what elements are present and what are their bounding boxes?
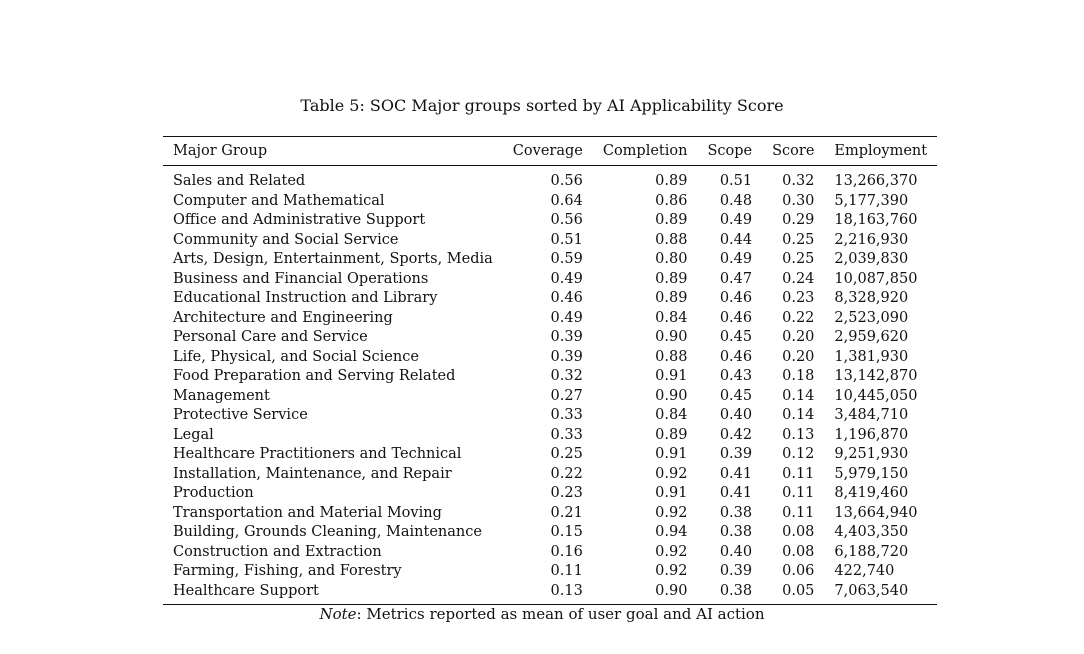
- cell-coverage: 0.27: [550, 387, 583, 404]
- cell-scope: 0.45: [719, 387, 753, 404]
- cell-scope: 0.44: [719, 231, 753, 248]
- cell-employment: 13,266,370: [834, 173, 918, 189]
- cell-scope: 0.46: [719, 309, 753, 326]
- cell-employment: 2,959,620: [834, 329, 909, 345]
- cell-coverage: 0.56: [550, 173, 583, 189]
- table-header: [163, 137, 937, 166]
- cell-scope: 0.43: [719, 368, 753, 384]
- cell-major-group: Business and Financial Operations: [173, 270, 429, 287]
- cell-score: 0.08: [782, 543, 815, 560]
- cell-scope: 0.49: [719, 251, 753, 267]
- cell-major-group: Community and Social Service: [173, 231, 399, 248]
- cell-scope: 0.40: [719, 543, 753, 560]
- cell-score: 0.08: [782, 524, 815, 540]
- table-row: [163, 289, 937, 309]
- cell-coverage: 0.49: [550, 270, 583, 287]
- cell-major-group: Building, Grounds Cleaning, Maintenance: [173, 524, 482, 540]
- cell-completion: 0.91: [655, 485, 688, 501]
- cell-coverage: 0.33: [550, 407, 583, 423]
- cell-completion: 0.84: [655, 309, 688, 326]
- table-row: [163, 387, 937, 407]
- cell-completion: 0.89: [655, 426, 688, 443]
- cell-score: 0.20: [782, 348, 815, 365]
- cell-major-group: Healthcare Practitioners and Technical: [173, 446, 462, 462]
- cell-score: 0.05: [782, 582, 815, 599]
- cell-scope: 0.38: [719, 504, 753, 521]
- cell-major-group: Legal: [173, 426, 214, 443]
- cell-major-group: Computer and Mathematical: [173, 192, 385, 209]
- cell-employment: 10,087,850: [834, 270, 918, 287]
- cell-score: 0.13: [782, 426, 815, 443]
- cell-major-group: Farming, Fishing, and Forestry: [173, 563, 402, 579]
- cell-employment: 7,063,540: [834, 582, 909, 599]
- cell-completion: 0.80: [655, 251, 688, 267]
- table-container: [163, 136, 928, 605]
- cell-completion: 0.89: [655, 270, 688, 287]
- table-row: [163, 367, 937, 387]
- cell-completion: 0.94: [655, 524, 688, 540]
- cell-employment: 18,163,760: [834, 212, 918, 228]
- cell-completion: 0.89: [655, 212, 688, 228]
- table-row: [163, 211, 937, 231]
- cell-completion: 0.88: [655, 348, 688, 365]
- cell-coverage: 0.64: [550, 192, 583, 209]
- cell-score: 0.11: [782, 504, 815, 521]
- note-label: Note: [319, 605, 357, 623]
- cell-score: 0.25: [782, 251, 815, 267]
- table-row: [163, 250, 937, 270]
- cell-employment: 2,039,830: [834, 251, 909, 267]
- cell-employment: 4,403,350: [834, 524, 909, 540]
- cell-completion: 0.92: [655, 504, 688, 521]
- cell-major-group: Transportation and Material Moving: [173, 504, 442, 521]
- cell-coverage: 0.49: [550, 309, 583, 326]
- cell-employment: 8,328,920: [834, 290, 909, 306]
- cell-completion: 0.84: [655, 407, 688, 423]
- cell-coverage: 0.39: [550, 348, 583, 365]
- cell-major-group: Personal Care and Service: [173, 329, 368, 345]
- header-completion: Completion: [602, 143, 688, 159]
- cell-employment: 1,196,870: [834, 426, 909, 443]
- cell-completion: 0.92: [655, 563, 688, 579]
- table-row: [163, 192, 937, 212]
- cell-employment: 2,523,090: [834, 309, 909, 326]
- cell-coverage: 0.33: [550, 426, 583, 443]
- table-caption: Table 5: SOC Major groups sorted by AI Applicability Score: [300, 96, 784, 115]
- cell-score: 0.18: [782, 368, 815, 384]
- note-text: : Metrics reported as mean of user goal and AI action: [356, 605, 765, 623]
- cell-completion: 0.88: [655, 231, 688, 248]
- table-note: [0, 604, 1084, 624]
- cell-coverage: 0.23: [550, 485, 583, 501]
- cell-scope: 0.46: [719, 290, 753, 306]
- table-row: [163, 426, 937, 446]
- cell-coverage: 0.39: [550, 329, 583, 345]
- cell-coverage: 0.46: [550, 290, 583, 306]
- cell-scope: 0.41: [719, 465, 753, 482]
- cell-completion: 0.92: [655, 465, 688, 482]
- table-row: [163, 562, 937, 582]
- cell-completion: 0.90: [655, 329, 688, 345]
- cell-scope: 0.38: [719, 582, 753, 599]
- cell-score: 0.30: [782, 192, 815, 209]
- header-score: Score: [772, 143, 815, 159]
- cell-major-group: Healthcare Support: [173, 582, 319, 599]
- cell-score: 0.06: [782, 563, 815, 579]
- cell-score: 0.20: [782, 329, 815, 345]
- cell-completion: 0.92: [655, 543, 688, 560]
- table-row: [163, 543, 937, 563]
- cell-coverage: 0.59: [550, 251, 583, 267]
- table-row: [163, 484, 937, 504]
- cell-score: 0.12: [782, 446, 815, 462]
- header-major-group: Major Group: [173, 143, 268, 159]
- cell-major-group: Life, Physical, and Social Science: [173, 348, 419, 365]
- cell-employment: 5,979,150: [834, 465, 909, 482]
- cell-completion: 0.91: [655, 368, 688, 384]
- cell-major-group: Educational Instruction and Library: [173, 290, 438, 306]
- cell-completion: 0.89: [655, 173, 688, 189]
- header-row: [163, 137, 937, 166]
- cell-employment: 13,142,870: [834, 368, 918, 384]
- cell-scope: 0.49: [719, 212, 753, 228]
- header-employment: Employment: [834, 143, 928, 159]
- table-row: [163, 270, 937, 290]
- header-coverage: Coverage: [512, 143, 583, 159]
- table-row: [163, 231, 937, 251]
- cell-employment: 1,381,930: [834, 348, 909, 365]
- cell-coverage: 0.32: [550, 368, 583, 384]
- cell-employment: 2,216,930: [834, 231, 909, 248]
- cell-score: 0.25: [782, 231, 815, 248]
- cell-major-group: Office and Administrative Support: [173, 212, 426, 228]
- cell-employment: 9,251,930: [834, 446, 909, 462]
- cell-employment: 13,664,940: [834, 504, 918, 521]
- cell-score: 0.22: [782, 309, 815, 326]
- cell-coverage: 0.13: [550, 582, 583, 599]
- cell-score: 0.32: [782, 173, 815, 189]
- cell-coverage: 0.16: [550, 543, 583, 560]
- cell-coverage: 0.11: [550, 563, 583, 579]
- soc-major-groups-table: [163, 136, 937, 605]
- cell-coverage: 0.21: [550, 504, 583, 521]
- cell-major-group: Protective Service: [173, 407, 308, 423]
- cell-major-group: Sales and Related: [173, 173, 306, 189]
- cell-major-group: Food Preparation and Serving Related: [173, 368, 456, 384]
- cell-scope: 0.42: [719, 426, 753, 443]
- cell-employment: 6,188,720: [834, 543, 909, 560]
- cell-scope: 0.47: [719, 270, 753, 287]
- cell-employment: 10,445,050: [834, 387, 918, 404]
- table-body: [163, 166, 937, 605]
- cell-coverage: 0.51: [550, 231, 583, 248]
- cell-score: 0.23: [782, 290, 815, 306]
- cell-completion: 0.90: [655, 582, 688, 599]
- cell-scope: 0.48: [719, 192, 753, 209]
- cell-employment: 422,740: [834, 563, 895, 579]
- cell-scope: 0.39: [719, 563, 753, 579]
- cell-employment: 5,177,390: [834, 192, 909, 209]
- cell-completion: 0.91: [655, 446, 688, 462]
- cell-coverage: 0.25: [550, 446, 583, 462]
- cell-major-group: Installation, Maintenance, and Repair: [173, 465, 452, 482]
- cell-major-group: Management: [173, 387, 270, 404]
- cell-score: 0.24: [782, 270, 815, 287]
- cell-coverage: 0.56: [550, 212, 583, 228]
- table-row: [163, 406, 937, 426]
- cell-coverage: 0.22: [550, 465, 583, 482]
- table-row: [163, 309, 937, 329]
- cell-major-group: Architecture and Engineering: [173, 309, 393, 326]
- cell-scope: 0.46: [719, 348, 753, 365]
- cell-completion: 0.86: [655, 192, 688, 209]
- cell-employment: 3,484,710: [834, 407, 909, 423]
- cell-completion: 0.90: [655, 387, 688, 404]
- cell-scope: 0.45: [719, 329, 753, 345]
- cell-scope: 0.51: [719, 173, 753, 189]
- cell-score: 0.11: [782, 485, 815, 501]
- cell-score: 0.14: [782, 387, 815, 404]
- cell-major-group: Arts, Design, Entertainment, Sports, Media: [173, 251, 493, 267]
- table-row: [163, 582, 937, 605]
- table-row: [163, 504, 937, 524]
- table-row: [163, 465, 937, 485]
- cell-score: 0.29: [782, 212, 815, 228]
- cell-scope: 0.38: [719, 524, 753, 540]
- cell-major-group: Production: [173, 485, 254, 501]
- header-scope: Scope: [707, 143, 753, 159]
- cell-score: 0.11: [782, 465, 815, 482]
- table-row: [163, 328, 937, 348]
- cell-employment: 8,419,460: [834, 485, 909, 501]
- cell-scope: 0.41: [719, 485, 753, 501]
- cell-major-group: Construction and Extraction: [173, 543, 382, 560]
- cell-scope: 0.40: [719, 407, 753, 423]
- cell-coverage: 0.15: [550, 524, 583, 540]
- table-row: [163, 348, 937, 368]
- cell-scope: 0.39: [719, 446, 753, 462]
- table-row: [163, 445, 937, 465]
- cell-score: 0.14: [782, 407, 815, 423]
- cell-completion: 0.89: [655, 290, 688, 306]
- table-row: [163, 523, 937, 543]
- table-row: [163, 166, 937, 192]
